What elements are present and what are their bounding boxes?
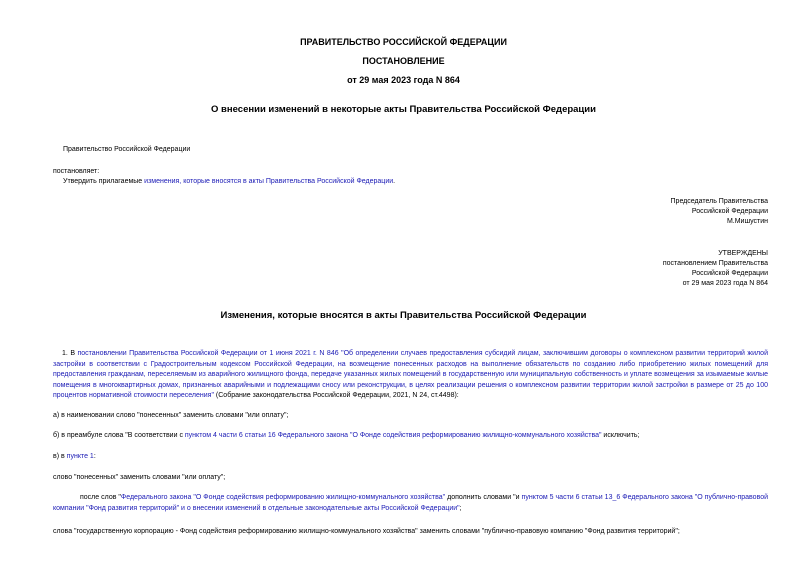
item-1-suffix: (Собрание законодательства Российской Федерации, 2021, N 24, ст.4498): bbox=[213, 392, 459, 400]
approval-heading: УТВЕРЖДЕНЫ bbox=[718, 250, 768, 257]
document-type: ПОСТАНОВЛЕНИЕ bbox=[362, 56, 445, 66]
approval-block bbox=[663, 249, 768, 289]
point-5-part-6-article-13-6-link[interactable]: пунктом 5 части 6 статьи 13_6 bbox=[521, 494, 621, 501]
subitem-v-suffix: : bbox=[93, 453, 96, 460]
approve-prefix: Утвердить прилагаемые bbox=[63, 178, 145, 185]
v-line-2-mid-1: дополнить словами "и bbox=[445, 494, 522, 501]
subitem-v-prefix: в) в bbox=[53, 453, 67, 460]
point-1-link[interactable]: пункте 1 bbox=[66, 453, 94, 460]
government-heading: ПРАВИТЕЛЬСТВО РОССИЙСКОЙ ФЕДЕРАЦИИ bbox=[300, 37, 507, 47]
subitem-v-line-1: слово "понесенных" заменить словами "или оплату"; bbox=[53, 474, 226, 481]
item-1-prefix: 1. В bbox=[62, 350, 78, 357]
item-1-paragraph bbox=[53, 349, 768, 402]
government-name: Правительство Российской Федерации bbox=[63, 146, 191, 153]
federal-law-housing-fund-link[interactable]: Федерального закона "О Фонде содействия реформированию жилищно-коммунального хозяйства" bbox=[277, 432, 602, 439]
federal-law-housing-fund-link-2[interactable]: Федерального закона "О Фонде содействия реформированию жилищно-коммунального хозяйства" bbox=[120, 494, 446, 501]
v-line-2-suffix: ; bbox=[459, 504, 462, 512]
subitem-v-line-3: слова "государственную корпорацию - Фонд содействия реформированию жилищно-коммунального хозяйства" заменить словами "публично-правовую компанию "Фонд развития территорий"; bbox=[53, 528, 680, 535]
approve-suffix: . bbox=[393, 178, 396, 185]
signature-name: М.Мишустин bbox=[726, 218, 768, 225]
subitem-b-prefix: б) в преамбуле слова "В соответствии с bbox=[53, 432, 185, 439]
approval-date: от 29 мая 2023 года N 864 bbox=[682, 280, 768, 287]
document-date-number: от 29 мая 2023 года N 864 bbox=[347, 75, 460, 85]
resolution-846-link[interactable]: постановлении Правительства Российской Федерации от 1 июня 2021 г. N 846 "Об определении случаев предоставления субсидий лицам, заключившим договоры о комплексном развитии территорий жилой застройки в соответствии с Градостроительным кодексом Российской Федерации, на возмещение понесенных расходов на выполнение обязательств по созданию либо приобретению жилых помещений для предоставления гражданам, переселяемым из аварийного жилищного фонда, передаче указанных жилых помещений в государственную или муниципальную собственность и уплате возмещения за изымаемые жилые помещения в многоквартирных домах, признанных аварийными и подлежащими сносу или реконструкции, в целях реализации решения о комплексном развитии территории жилой застройки в размере от 25 до 100 процентов нормативной стоимости переселения" bbox=[53, 350, 768, 400]
subitem-v bbox=[53, 453, 96, 460]
approval-country: Российской Федерации bbox=[691, 270, 768, 277]
changes-title: Изменения, которые вносятся в акты Правительства Российской Федерации bbox=[220, 310, 587, 321]
v-line-2-prefix: после слов " bbox=[80, 494, 121, 501]
federal-law-territory-fund-link[interactable]: Федерального закона "О публично-правовой компании "Фонд развития территорий" и о внесении изменений в отдельные законодательные акты Российской Федерации" bbox=[53, 494, 769, 512]
document-title: О внесении изменений в некоторые акты Правительства Российской Федерации bbox=[211, 104, 596, 115]
subitem-a: а) в наименовании слово "понесенных" заменить словами "или оплату"; bbox=[53, 412, 289, 419]
approval-by: постановлением Правительства bbox=[662, 260, 768, 267]
signature-position: Председатель Правительства bbox=[670, 198, 768, 205]
subitem-b bbox=[53, 432, 640, 439]
approve-changes-link[interactable]: изменения, которые вносятся в акты Правительства Российской Федерации bbox=[144, 178, 394, 185]
signature-country: Российской Федерации bbox=[691, 208, 768, 215]
subitem-v-line-2 bbox=[53, 493, 768, 514]
approve-statement bbox=[63, 177, 395, 187]
signature-block bbox=[671, 197, 768, 227]
resolves-word: постановляет: bbox=[53, 168, 100, 175]
point-4-part-6-article-16-link[interactable]: пунктом 4 части 6 статьи 16 bbox=[184, 432, 276, 439]
subitem-b-suffix: исключить; bbox=[601, 432, 640, 439]
